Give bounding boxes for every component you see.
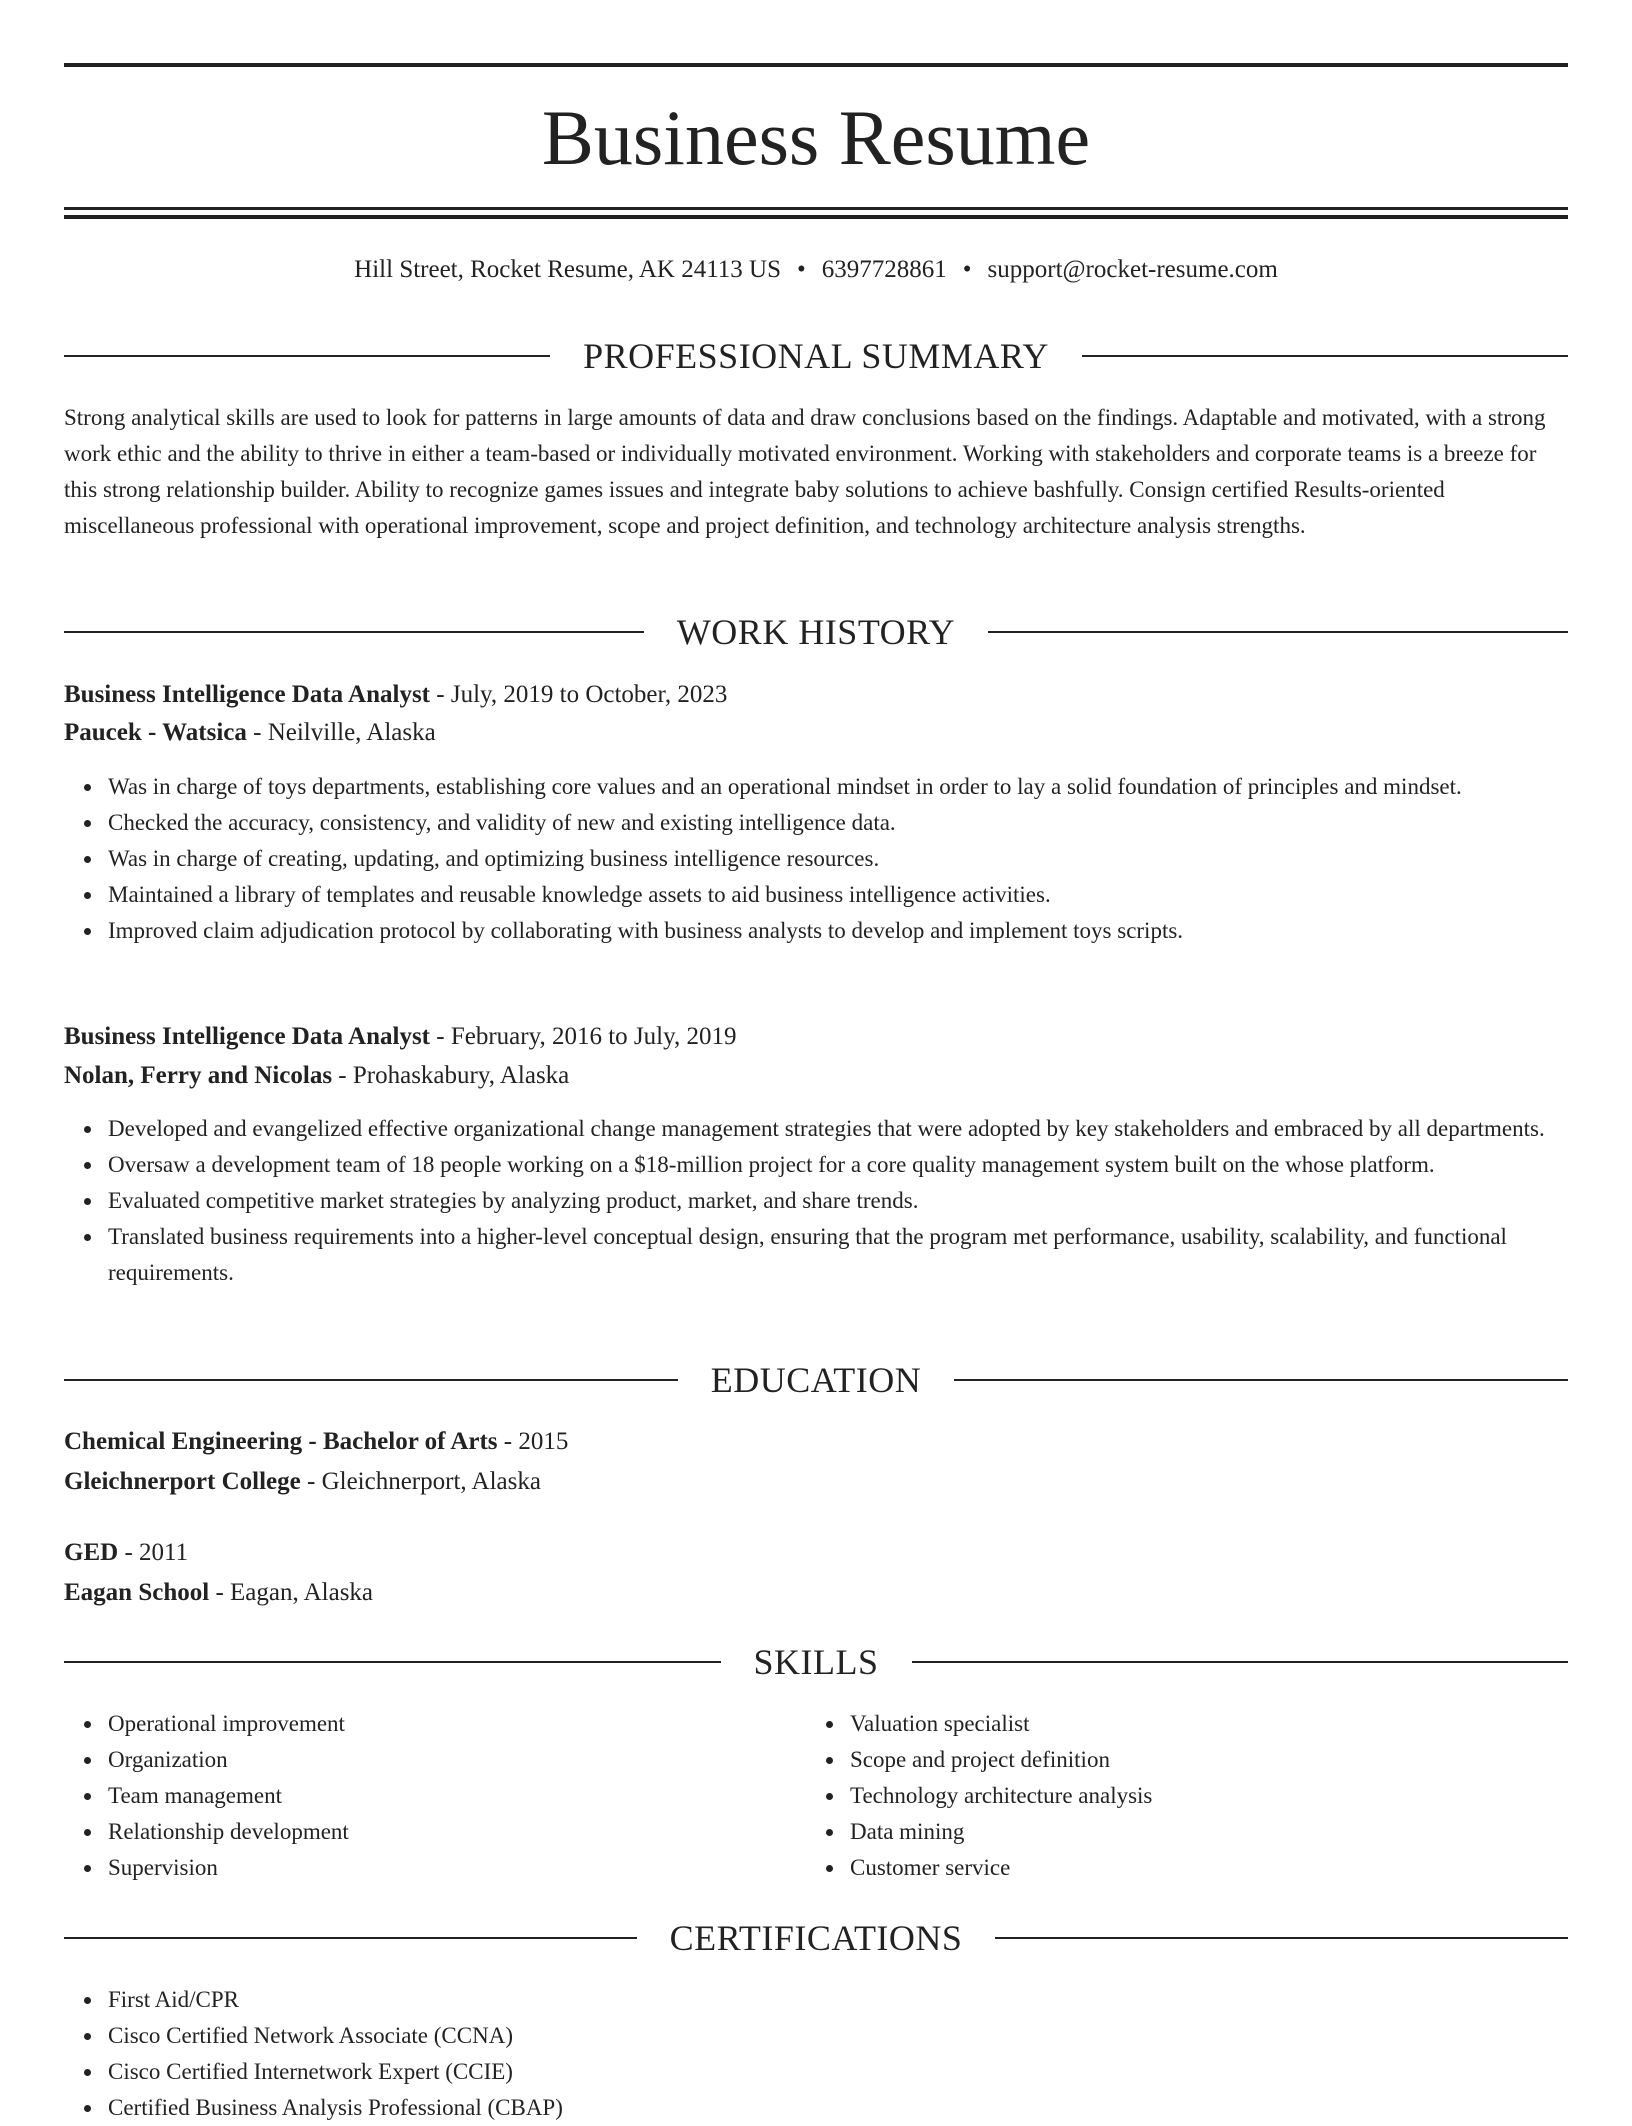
job-company: Paucek - Watsica — [64, 719, 247, 746]
education-school-line — [64, 1464, 1568, 1500]
heading-label: WORK HISTORY — [676, 612, 956, 652]
list-item: Certified Business Analysis Professional (CBAP) — [108, 2090, 1612, 2126]
section-heading-summary — [64, 334, 1568, 378]
list-item: Scope and project definition — [850, 1742, 1610, 1778]
contact-separator: • — [797, 256, 806, 283]
education-degree-line — [64, 1535, 1568, 1571]
list-item: Operational improvement — [108, 1706, 1612, 1742]
heading-rule-left — [64, 355, 550, 357]
list-item: Checked the accuracy, consistency, and validity of new and existing intelligence data. — [108, 805, 1612, 841]
education-degree: Chemical Engineering - Bachelor of Arts — [64, 1428, 498, 1455]
job-title: Business Intelligence Data Analyst — [64, 681, 431, 708]
heading-rule-right — [954, 1379, 1568, 1381]
education-school: Gleichnerport College — [64, 1468, 301, 1495]
job-dates: - February, 2016 to July, 2019 — [430, 1023, 737, 1050]
heading-label: PROFESSIONAL SUMMARY — [583, 336, 1049, 376]
contact-separator: • — [962, 256, 972, 283]
heading-rule-left — [64, 1379, 678, 1381]
section-heading-certifications — [64, 1916, 1568, 1960]
list-item: Data mining — [850, 1814, 1610, 1850]
education-degree-line — [64, 1424, 1568, 1460]
list-item: Maintained a library of templates and reusable knowledge assets to aid business intelligence activities. — [108, 877, 1612, 913]
section-heading-education — [64, 1358, 1568, 1402]
heading-rule-right — [1082, 355, 1568, 357]
list-item: Organization — [108, 1742, 1612, 1778]
list-item: Developed and evangelized effective organizational change management strategies that were adopted by key stakeholders and embraced by all departments. — [108, 1111, 1612, 1147]
job-location: - Neilville, Alaska — [246, 719, 436, 746]
list-item: Relationship development — [108, 1814, 1612, 1850]
education-degree: GED — [64, 1539, 119, 1566]
heading-rule-right — [988, 631, 1568, 633]
heading-rule-left — [64, 631, 644, 633]
heading-rule-left — [64, 1937, 637, 1939]
skills-list-right — [806, 1706, 1610, 1886]
education-year: - 2011 — [118, 1539, 189, 1566]
education-location: - Eagan, Alaska — [209, 1579, 374, 1606]
top-rule — [64, 63, 1568, 67]
heading-rule-right — [995, 1937, 1568, 1939]
list-item: Team management — [108, 1778, 1612, 1814]
contact-phone: 6397728861 — [821, 256, 947, 283]
list-item: Technology architecture analysis — [850, 1778, 1610, 1814]
education-school-line — [64, 1575, 1568, 1611]
list-item: Customer service — [850, 1850, 1610, 1886]
heading-label: SKILLS — [753, 1642, 879, 1682]
summary-text: Strong analytical skills are used to look for patterns in large amounts of data and draw conclusions based on the findings. Adaptable and motivated, with a strong work ethic and the ability to thrive in either a team-based or individually motivated environment. Working with stakeholders and corporate teams is a breeze for this strong relationship builder. Ability to recognize games issues and integrate baby solutions to achieve bashfully. Consign certified Results-oriented miscellaneous professional with operational improvement, scope and project definition, and technology architecture analysis strengths. — [64, 405, 1546, 538]
list-item: Cisco Certified Network Associate (CCNA) — [108, 2018, 1612, 2054]
title-rule-upper — [64, 207, 1568, 210]
section-heading-skills — [64, 1640, 1568, 1684]
list-item: Evaluated competitive market strategies by analyzing product, market, and share trends. — [108, 1183, 1612, 1219]
title-rule-lower — [64, 215, 1568, 219]
job-location: - Prohaskabury, Alaska — [332, 1062, 570, 1089]
heading-label: CERTIFICATIONS — [669, 1918, 963, 1958]
heading-label: EDUCATION — [710, 1360, 922, 1400]
contact-line — [64, 252, 1568, 288]
list-item: Was in charge of toys departments, establishing core values and an operational mindset in order to lay a solid foundation of principles and mindset. — [108, 769, 1612, 805]
resume-title: Business Resume — [541, 94, 1091, 181]
list-item: Cisco Certified Internetwork Expert (CCIE) — [108, 2054, 1612, 2090]
job-company: Nolan, Ferry and Nicolas — [64, 1062, 333, 1089]
job-bullets — [64, 1111, 1612, 1291]
job-bullets — [64, 769, 1612, 949]
list-item: Supervision — [108, 1850, 1612, 1886]
list-item: First Aid/CPR — [108, 1982, 1612, 2018]
list-item: Improved claim adjudication protocol by collaborating with business analysts to develop and implement toys scripts. — [108, 913, 1612, 949]
job-title: Business Intelligence Data Analyst — [64, 1023, 431, 1050]
education-location: - Gleichnerport, Alaska — [300, 1468, 541, 1495]
job-title-line — [64, 677, 1568, 713]
certifications-list — [64, 1982, 1612, 2126]
job-title-line — [64, 1019, 1568, 1055]
contact-address: Hill Street, Rocket Resume, AK 24113 US — [354, 256, 781, 283]
list-item: Translated business requirements into a higher-level conceptual design, ensuring that the program met performance, usability, scalability, and functional requirements. — [108, 1219, 1612, 1291]
education-year: - 2015 — [497, 1428, 569, 1455]
job-company-line — [64, 1058, 1568, 1094]
contact-email: support@rocket-resume.com — [987, 256, 1278, 283]
education-school: Eagan School — [64, 1579, 210, 1606]
section-heading-work — [64, 610, 1568, 654]
heading-rule-right — [912, 1661, 1569, 1663]
list-item: Was in charge of creating, updating, and optimizing business intelligence resources. — [108, 841, 1612, 877]
job-dates: - July, 2019 to October, 2023 — [430, 681, 728, 708]
job-company-line — [64, 715, 1568, 751]
list-item: Valuation specialist — [850, 1706, 1610, 1742]
list-item: Oversaw a development team of 18 people working on a $18-million project for a core quality management system built on the whose platform. — [108, 1147, 1612, 1183]
heading-rule-left — [64, 1661, 721, 1663]
